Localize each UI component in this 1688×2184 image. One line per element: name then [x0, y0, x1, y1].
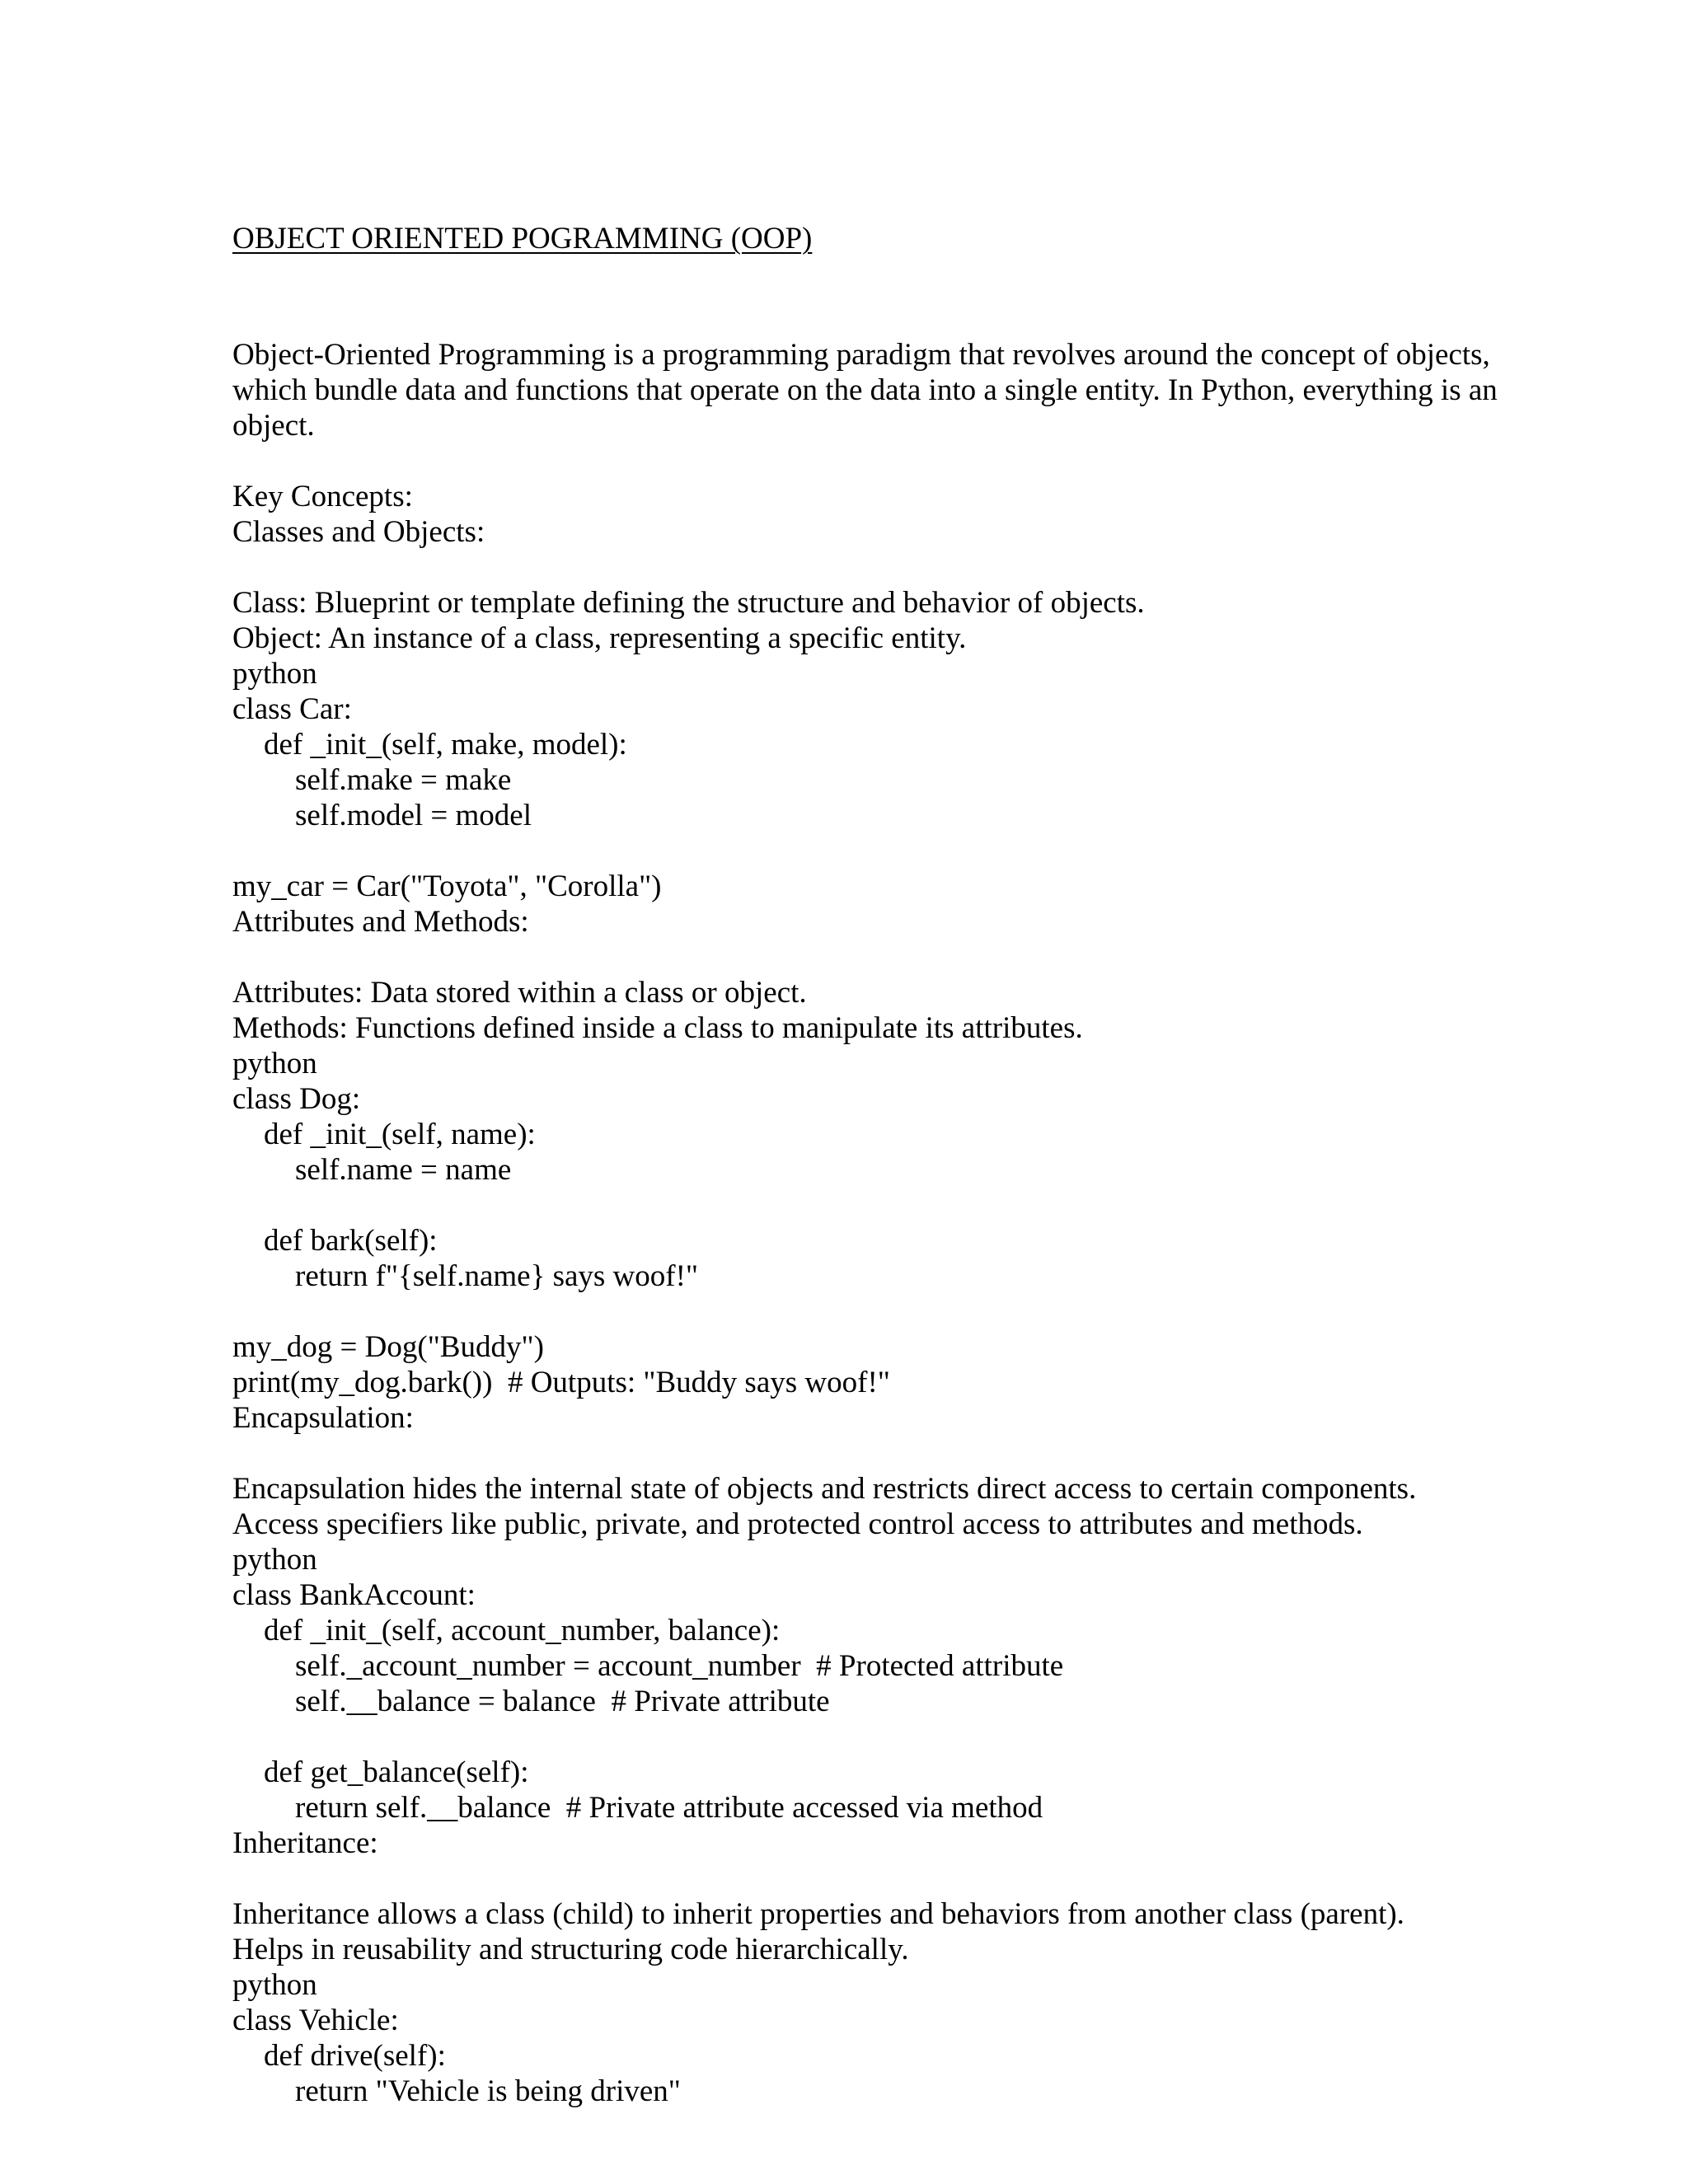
code-line: class BankAccount:: [232, 1578, 476, 1612]
intro-line: which bundle data and functions that operate on the data into a single entity. In Python, everything is an: [232, 373, 1498, 407]
code-line: class Vehicle:: [232, 2004, 399, 2037]
code-line: return f"{self.name} says woof!": [295, 1259, 699, 1293]
blank-line: [232, 833, 1518, 869]
intro-line: Object-Oriented Programming is a programming paradigm that revolves around the concept of objects,: [232, 338, 1490, 372]
key-concepts-heading: Key Concepts:: [232, 480, 413, 513]
code-line: def drive(self):: [264, 2039, 446, 2073]
definition-line: Helps in reusability and structuring code hierarchically.: [232, 1933, 909, 1966]
code-line: self.make = make: [295, 763, 512, 797]
document-body: [232, 337, 1518, 2109]
code-line: my_car = Car("Toyota", "Corolla"): [232, 869, 662, 903]
section-heading: Attributes and Methods:: [232, 905, 529, 939]
code-line: def _init_(self, account_number, balance):: [264, 1614, 781, 1647]
blank-line: [232, 1436, 1518, 1471]
code-line: self._account_number = account_number # Protected attribute: [295, 1649, 1064, 1683]
intro-line: object.: [232, 409, 315, 443]
code-line: def bark(self):: [264, 1224, 438, 1258]
code-language-label: python: [232, 657, 317, 691]
code-block: [232, 1081, 1518, 1400]
code-line: def _init_(self, make, model):: [264, 728, 627, 762]
code-line: class Dog:: [232, 1082, 361, 1116]
definition-line: Object: An instance of a class, representing a specific entity.: [232, 621, 967, 655]
code-language-label: python: [232, 1047, 317, 1080]
blank-line: [232, 1294, 1518, 1329]
page-title: OBJECT ORIENTED POGRAMMING (OOP): [232, 222, 813, 255]
code-line: return "Vehicle is being driven": [295, 2074, 681, 2108]
code-line: return self.__balance # Private attribute accessed via method: [295, 1791, 1043, 1825]
definition-line: Inheritance allows a class (child) to inherit properties and behaviors from another class (parent).: [232, 1897, 1404, 1931]
intro-paragraph: [232, 337, 1518, 443]
code-language-label: python: [232, 1968, 317, 2002]
blank-line: [232, 443, 1518, 479]
code-line: self.__balance = balance # Private attribute: [295, 1685, 830, 1718]
definition-line: Class: Blueprint or template defining the structure and behavior of objects.: [232, 586, 1145, 620]
code-line: my_dog = Dog("Buddy"): [232, 1330, 544, 1364]
section-inheritance: [232, 1825, 1518, 2109]
section-heading: Classes and Objects:: [232, 515, 485, 549]
code-line: def _init_(self, name):: [264, 1118, 536, 1151]
definition-line: Attributes: Data stored within a class or object.: [232, 976, 807, 1010]
section-heading: Encapsulation:: [232, 1401, 414, 1435]
section-encapsulation: [232, 1400, 1518, 1825]
blank-line: [232, 1188, 1518, 1223]
definition-line: Encapsulation hides the internal state of objects and restricts direct access to certain components.: [232, 1472, 1417, 1506]
code-block: [232, 1577, 1518, 1825]
definition-line: Access specifiers like public, private, and protected control access to attributes and methods.: [232, 1507, 1363, 1541]
code-line: def get_balance(self):: [264, 1755, 529, 1789]
blank-line: [232, 550, 1518, 585]
definition-line: Methods: Functions defined inside a class to manipulate its attributes.: [232, 1011, 1083, 1045]
blank-line: [232, 1861, 1518, 1896]
code-line: self.name = name: [295, 1153, 512, 1187]
section-attributes-methods: [232, 904, 1518, 1400]
code-line: self.model = model: [295, 799, 532, 832]
code-block: [232, 691, 1518, 904]
section-classes-objects: [232, 514, 1518, 904]
blank-line: [232, 940, 1518, 975]
code-language-label: python: [232, 1543, 317, 1577]
code-line: print(my_dog.bark()) # Outputs: "Buddy says woof!": [232, 1366, 890, 1399]
blank-line: [232, 1719, 1518, 1755]
section-heading: Inheritance:: [232, 1826, 378, 1860]
code-line: class Car:: [232, 692, 352, 726]
code-block: [232, 2003, 1518, 2109]
